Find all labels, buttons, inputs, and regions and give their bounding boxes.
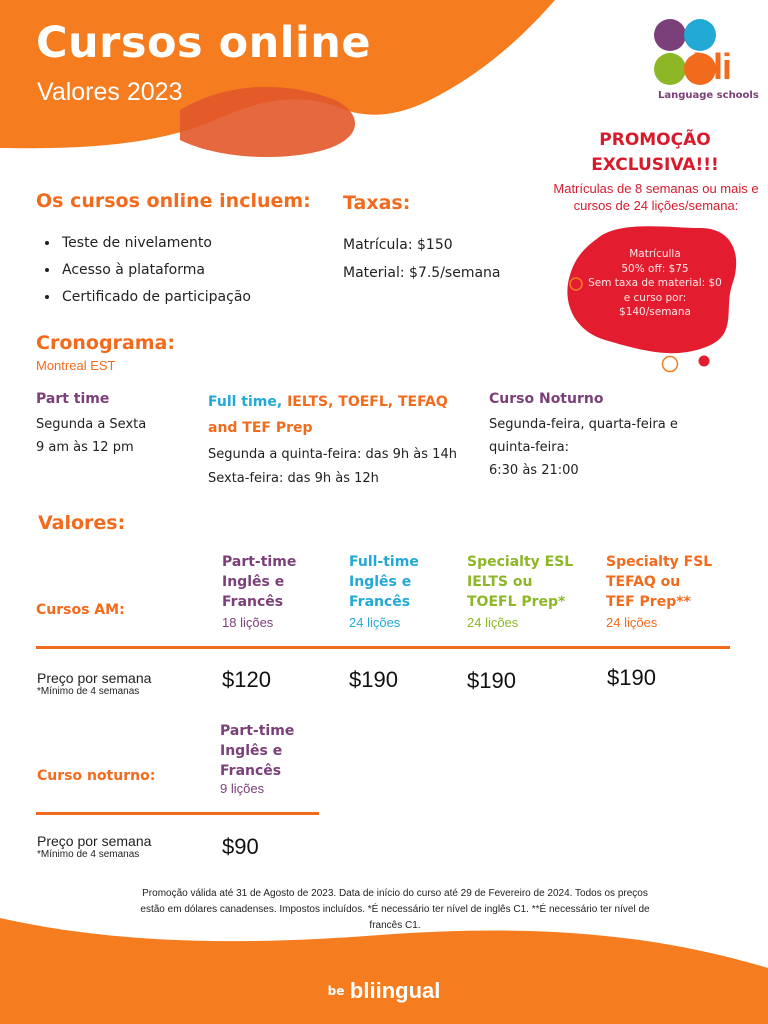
col-title: Francês	[349, 594, 411, 610]
price-part-time: $120	[222, 667, 271, 692]
col-title: TEF Prep**	[606, 594, 691, 610]
full-time-friday: Sexta-feira: das 9h às 12h	[208, 471, 379, 486]
col-title: IELTS ou	[467, 574, 533, 590]
promo-title	[560, 128, 750, 178]
col-title: Full-time	[349, 554, 419, 570]
col-title: Inglês e	[349, 574, 412, 590]
col-title: Inglês e	[220, 743, 283, 759]
col-title: TEFAQ ou	[606, 574, 681, 590]
am-label: Cursos AM:	[36, 602, 125, 618]
promo-blob-line: Sem taxa de material: $0	[588, 277, 722, 289]
part-time-days: Segunda a Sexta	[36, 417, 147, 432]
includes-item: • Certificado de participação	[60, 284, 251, 311]
decor-dot-red	[699, 356, 710, 367]
decor-ring-bottom	[663, 357, 678, 372]
col-title: Part-time	[222, 554, 297, 570]
evening-days: Segunda-feira, quarta-feira e	[489, 417, 678, 432]
page-subtitle: Valores 2023	[37, 78, 183, 106]
promo-blob-line: $140/semana	[619, 306, 691, 318]
full-time-days: Segunda a quinta-feira: das 9h às 14h	[208, 447, 457, 462]
price-evening: $90	[222, 834, 259, 859]
col-lessons: 18 lições	[222, 615, 274, 630]
logo-wordmark: bli	[692, 46, 731, 87]
part-time-hours: 9 am às 12 pm	[36, 440, 134, 455]
promo-blob-line: Matrículla	[629, 248, 681, 260]
promo-blob-line: e curso por:	[623, 291, 687, 304]
page-title: Cursos online	[36, 18, 371, 68]
price-fsl: $190	[607, 665, 656, 690]
min-weeks-text: *Mínimo de 4 semanas	[37, 686, 140, 697]
brand-small: be	[327, 984, 345, 998]
promo-title-line1: PROMOÇÃO	[599, 130, 711, 150]
promo-blob-text	[580, 247, 730, 320]
price-col-esl	[467, 552, 573, 630]
logo-tagline: Language schools	[658, 90, 759, 101]
col-title: Francês	[222, 594, 284, 610]
includes-heading: Os cursos online incluem:	[36, 190, 311, 212]
per-week-label-evening	[37, 833, 151, 860]
price-esl: $190	[467, 668, 516, 693]
col-title: Francês	[220, 763, 282, 779]
price-col-evening	[220, 721, 294, 796]
full-time-title-a: Full time,	[208, 394, 288, 410]
divider-am	[36, 646, 730, 649]
col-lessons: 24 lições	[606, 615, 658, 630]
evening-label: Curso noturno:	[37, 768, 156, 784]
price-full-time: $190	[349, 667, 398, 692]
full-time-title-b: IELTS, TOEFL, TEFAQ	[287, 394, 448, 410]
footer-note: Promoção válida até 31 de Agosto de 2023. Data de início do curso até 29 de Fevereiro de 2024. Todos os preços estão em dólares canadenses. Impostos incluídos. *É necessário ter nível de inglês C1. **É necessário ter nível de francês C1.	[140, 888, 650, 931]
min-weeks-text: *Mínimo de 4 semanas	[37, 849, 140, 860]
schedule-timezone: Montreal EST	[36, 358, 116, 373]
per-week-text: Preço por semana	[37, 670, 152, 686]
col-lessons: 9 lições	[220, 781, 265, 796]
schedule-part-time	[36, 389, 146, 459]
col-title: Inglês e	[222, 574, 285, 590]
includes-item: • Acesso à plataforma	[60, 257, 251, 284]
bli-logo	[652, 16, 759, 102]
part-time-title: Part time	[36, 391, 110, 407]
brand-big: bliingual	[349, 978, 441, 1003]
per-week-label-am	[37, 670, 151, 697]
includes-list	[36, 230, 251, 311]
fee-material: Material: $7.5/semana	[343, 265, 501, 281]
evening-days-cont: quinta-feira:	[489, 440, 569, 455]
schedule-evening	[489, 389, 719, 482]
col-title: TOEFL Prep*	[467, 594, 566, 610]
evening-title: Curso Noturno	[489, 391, 604, 407]
prices-heading: Valores:	[38, 512, 126, 534]
promo-text: Matrículas de 8 semanas ou mais e cursos de 24 lições/semana:	[553, 181, 759, 213]
full-time-title	[208, 389, 478, 441]
price-col-fsl	[606, 552, 712, 630]
col-lessons: 24 lições	[467, 615, 519, 630]
includes-item: • Teste de nivelamento	[60, 230, 251, 257]
col-title: Part-time	[220, 723, 295, 739]
promo-blob-line: 50% off: $75	[621, 262, 689, 275]
divider-evening	[36, 812, 319, 815]
fees-block	[343, 231, 501, 287]
fees-heading: Taxas:	[343, 192, 411, 214]
price-col-full-time	[349, 552, 419, 630]
evening-hours: 6:30 às 21:00	[489, 463, 579, 478]
col-title: Specialty ESL	[467, 554, 574, 570]
col-title: Specialty FSL	[606, 554, 713, 570]
col-lessons: 24 lições	[349, 615, 401, 630]
price-col-part-time	[222, 552, 296, 630]
full-time-title-c: and TEF Prep	[208, 420, 313, 436]
promo-title-line2: EXCLUSIVA!!!	[591, 155, 719, 175]
schedule-full-time	[208, 389, 478, 491]
footer-brand	[0, 978, 768, 1004]
schedule-heading: Cronograma:	[36, 332, 175, 354]
per-week-text: Preço por semana	[37, 833, 152, 849]
fee-enrollment: Matrícula: $150	[343, 237, 453, 253]
